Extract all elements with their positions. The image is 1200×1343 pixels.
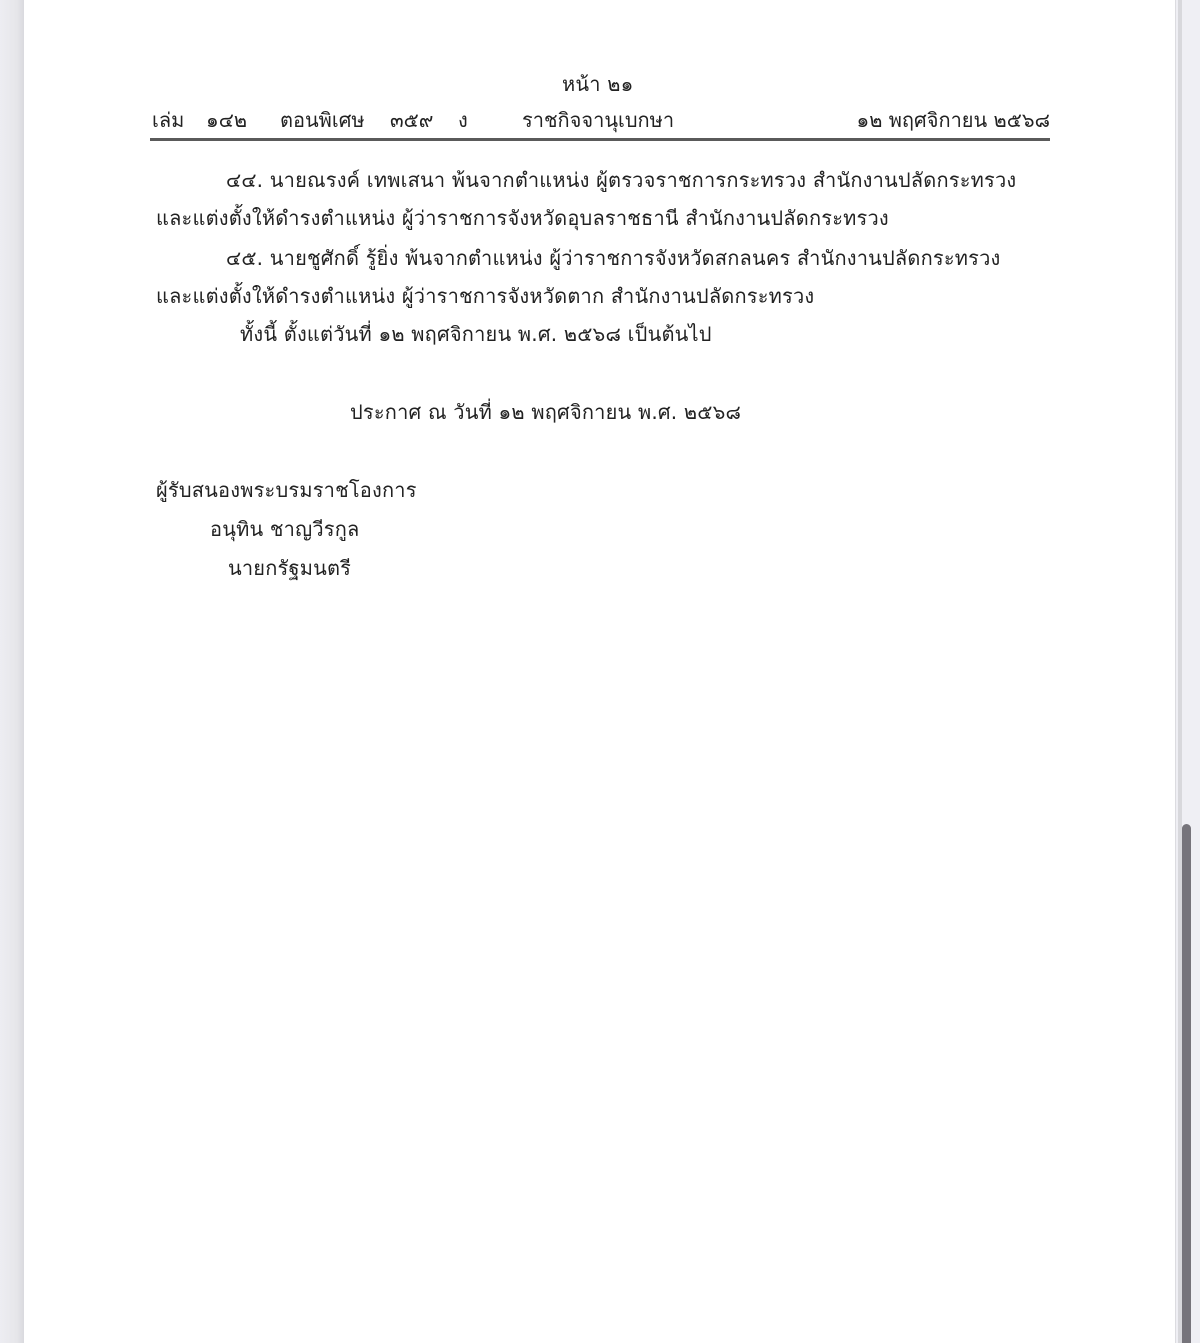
- countersign-label: ผู้รับสนองพระบรมราชโองการ: [156, 478, 417, 502]
- header-date: ๑๒ พฤศจิกายน ๒๕๖๘: [856, 108, 1050, 132]
- item-44-line-2: และแต่งตั้งให้ดำรงตำแหน่ง ผู้ว่าราชการจังหวัดอุบลราชธานี สำนักงานปลัดกระทรวง: [156, 206, 889, 230]
- document-page: [24, 0, 1175, 1343]
- volume-number: ๑๔๒: [206, 108, 248, 132]
- section-letter: ง: [458, 108, 468, 132]
- page-number: หน้า ๒๑: [562, 72, 634, 96]
- item-45-line-2: และแต่งตั้งให้ดำรงตำแหน่ง ผู้ว่าราชการจังหวัดตาก สำนักงานปลัดกระทรวง: [156, 284, 815, 308]
- signatory-title: นายกรัฐมนตรี: [228, 556, 352, 580]
- effective-date-line: ทั้งนี้ ตั้งแต่วันที่ ๑๒ พฤศจิกายน พ.ศ. ๒๕๖๘ เป็นต้นไป: [240, 322, 712, 346]
- issue-label: ตอนพิเศษ: [280, 108, 365, 132]
- header-divider: [150, 138, 1050, 141]
- item-44-line-1: ๔๔. นายณรงค์ เทพเสนา พ้นจากตำแหน่ง ผู้ตรวจราชการกระทรวง สำนักงานปลัดกระทรวง: [226, 168, 1017, 192]
- gazette-name: ราชกิจจานุเบกษา: [522, 108, 675, 132]
- viewer-left-margin: [0, 0, 24, 1343]
- header-row: [152, 108, 1050, 134]
- item-45-line-1: ๔๕. นายชูศักดิ์ รู้ยิ่ง พ้นจากตำแหน่ง ผู้ว่าราชการจังหวัดสกลนคร สำนักงานปลัดกระทรวง: [226, 246, 1001, 270]
- issue-number: ๓๕๙: [390, 108, 434, 132]
- announcement-date-line: ประกาศ ณ วันที่ ๑๒ พฤศจิกายน พ.ศ. ๒๕๖๘: [350, 400, 742, 424]
- signatory-name: อนุทิน ชาญวีรกูล: [210, 517, 360, 541]
- scrollbar-thumb[interactable]: [1182, 824, 1191, 1343]
- volume-label: เล่ม: [152, 108, 185, 132]
